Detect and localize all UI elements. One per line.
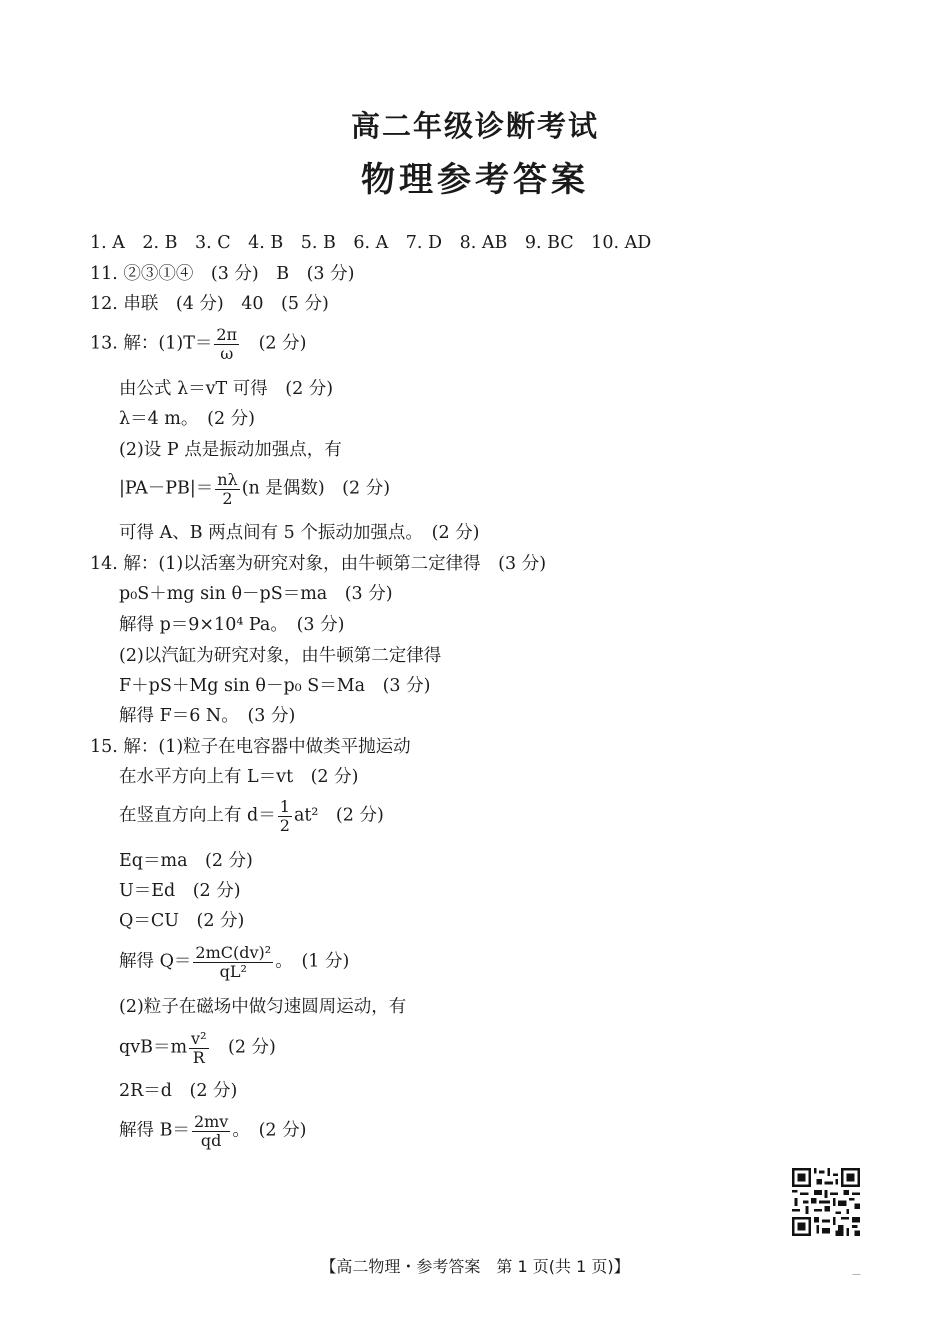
fraction-denominator: qd — [200, 1130, 222, 1150]
q13-f5-rest: (n 是偶数) (2 分) — [241, 478, 391, 499]
q15-fraction-charge — [193, 944, 273, 980]
q13-fraction-period — [214, 326, 239, 362]
fraction-numerator: 1 — [279, 797, 290, 816]
q14-line6: 解得 F＝6 N。 (3 分) — [119, 706, 296, 726]
q15-f11-lhs: 解得 B＝ — [119, 1120, 190, 1141]
q13-f5-lhs: |PA－PB|＝ — [119, 478, 214, 499]
fraction-denominator: 2 — [222, 488, 233, 508]
fraction-numerator: 2mC(dv)² — [195, 943, 272, 962]
q13-f1-score: (2 分) — [258, 333, 307, 354]
q15-line2: 在水平方向上有 L＝vt (2 分) — [119, 767, 359, 787]
q15-line10: 2R＝d (2 分) — [119, 1081, 238, 1101]
fraction-denominator: qL² — [219, 961, 247, 981]
margin-mark: — — [852, 1270, 861, 1280]
q15-line3 — [119, 798, 384, 834]
q13-f1-lhs: T＝ — [183, 333, 213, 354]
answer-q11: 11. ②③①④ (3 分) B (3 分) — [90, 264, 355, 284]
fraction-numerator: nλ — [217, 470, 238, 489]
q13-fraction-nlambda — [215, 471, 239, 507]
q15-f3-lhs: 在竖直方向上有 d＝ — [119, 805, 276, 826]
fraction-numerator: 2mv — [193, 1112, 229, 1131]
q15-line9 — [119, 1030, 276, 1066]
fraction-denominator: ω — [220, 343, 234, 363]
q13-line6: 可得 A、B 两点间有 5 个振动加强点。 (2 分) — [119, 523, 480, 543]
q15-fraction-half — [278, 798, 292, 834]
q15-line5: U＝Ed (2 分) — [119, 881, 241, 901]
qr-code-icon — [792, 1168, 860, 1236]
fraction-numerator: v² — [191, 1029, 207, 1048]
q15-f7-lhs: 解得 Q＝ — [119, 951, 192, 972]
q13-line5 — [119, 471, 390, 507]
fraction-denominator: R — [192, 1047, 205, 1067]
page-title: 高二年级诊断考试 — [350, 109, 599, 143]
q13-line3: λ＝4 m。 (2 分) — [119, 409, 255, 429]
q15-line1: 15. 解：(1)粒子在电容器中做类平抛运动 — [90, 737, 411, 757]
answer-q12: 12. 串联 (4 分) 40 (5 分) — [90, 294, 329, 314]
q15-line4: Eq＝ma (2 分) — [119, 851, 253, 871]
q15-f7-rest: 。 (1 分) — [275, 951, 350, 972]
fraction-numerator: 2π — [216, 325, 238, 344]
q14-line1: 14. 解：(1)以活塞为研究对象，由牛顿第二定律得 (3 分) — [90, 554, 547, 574]
choice-answers: 1. A 2. B 3. C 4. B 5. B 6. A 7. D 8. AB 9. BC 10. AD — [90, 233, 652, 253]
q15-f3-rest: at² (2 分) — [293, 805, 384, 826]
q15-line7 — [119, 944, 349, 980]
q15-f9-lhs: qvB＝m — [119, 1037, 188, 1058]
q15-line11 — [119, 1113, 306, 1149]
q14-line5: F＋pS＋Mg sin θ－p₀ S＝Ma (3 分) — [119, 676, 431, 696]
q14-line4: (2)以汽缸为研究对象，由牛顿第二定律得 — [119, 646, 442, 666]
q15-line6: Q＝CU (2 分) — [119, 911, 245, 931]
page-footer: 【高二物理・参考答案 第 1 页(共 1 页)】 — [320, 1257, 630, 1276]
q15-fraction-b — [192, 1113, 230, 1149]
q15-f9-rest: (2 分) — [228, 1037, 276, 1058]
q15-fraction-v2r — [189, 1030, 208, 1066]
q13-line4: (2)设 P 点是振动加强点，有 — [119, 440, 342, 460]
q14-line2: p₀S＋mg sin θ－pS＝ma (3 分) — [119, 584, 393, 604]
q13-label: 13. 解：(1) — [90, 333, 184, 354]
q13-line1 — [90, 326, 306, 362]
q13-line2: 由公式 λ＝vT 可得 (2 分) — [119, 379, 334, 399]
q15-f11-rest: 。 (2 分) — [232, 1120, 307, 1141]
fraction-denominator: 2 — [279, 815, 290, 835]
q15-line8: (2)粒子在磁场中做匀速圆周运动，有 — [119, 997, 407, 1017]
q14-line3: 解得 p＝9×10⁴ Pa。 (3 分) — [119, 615, 345, 635]
page-subtitle: 物理参考答案 — [361, 160, 589, 200]
